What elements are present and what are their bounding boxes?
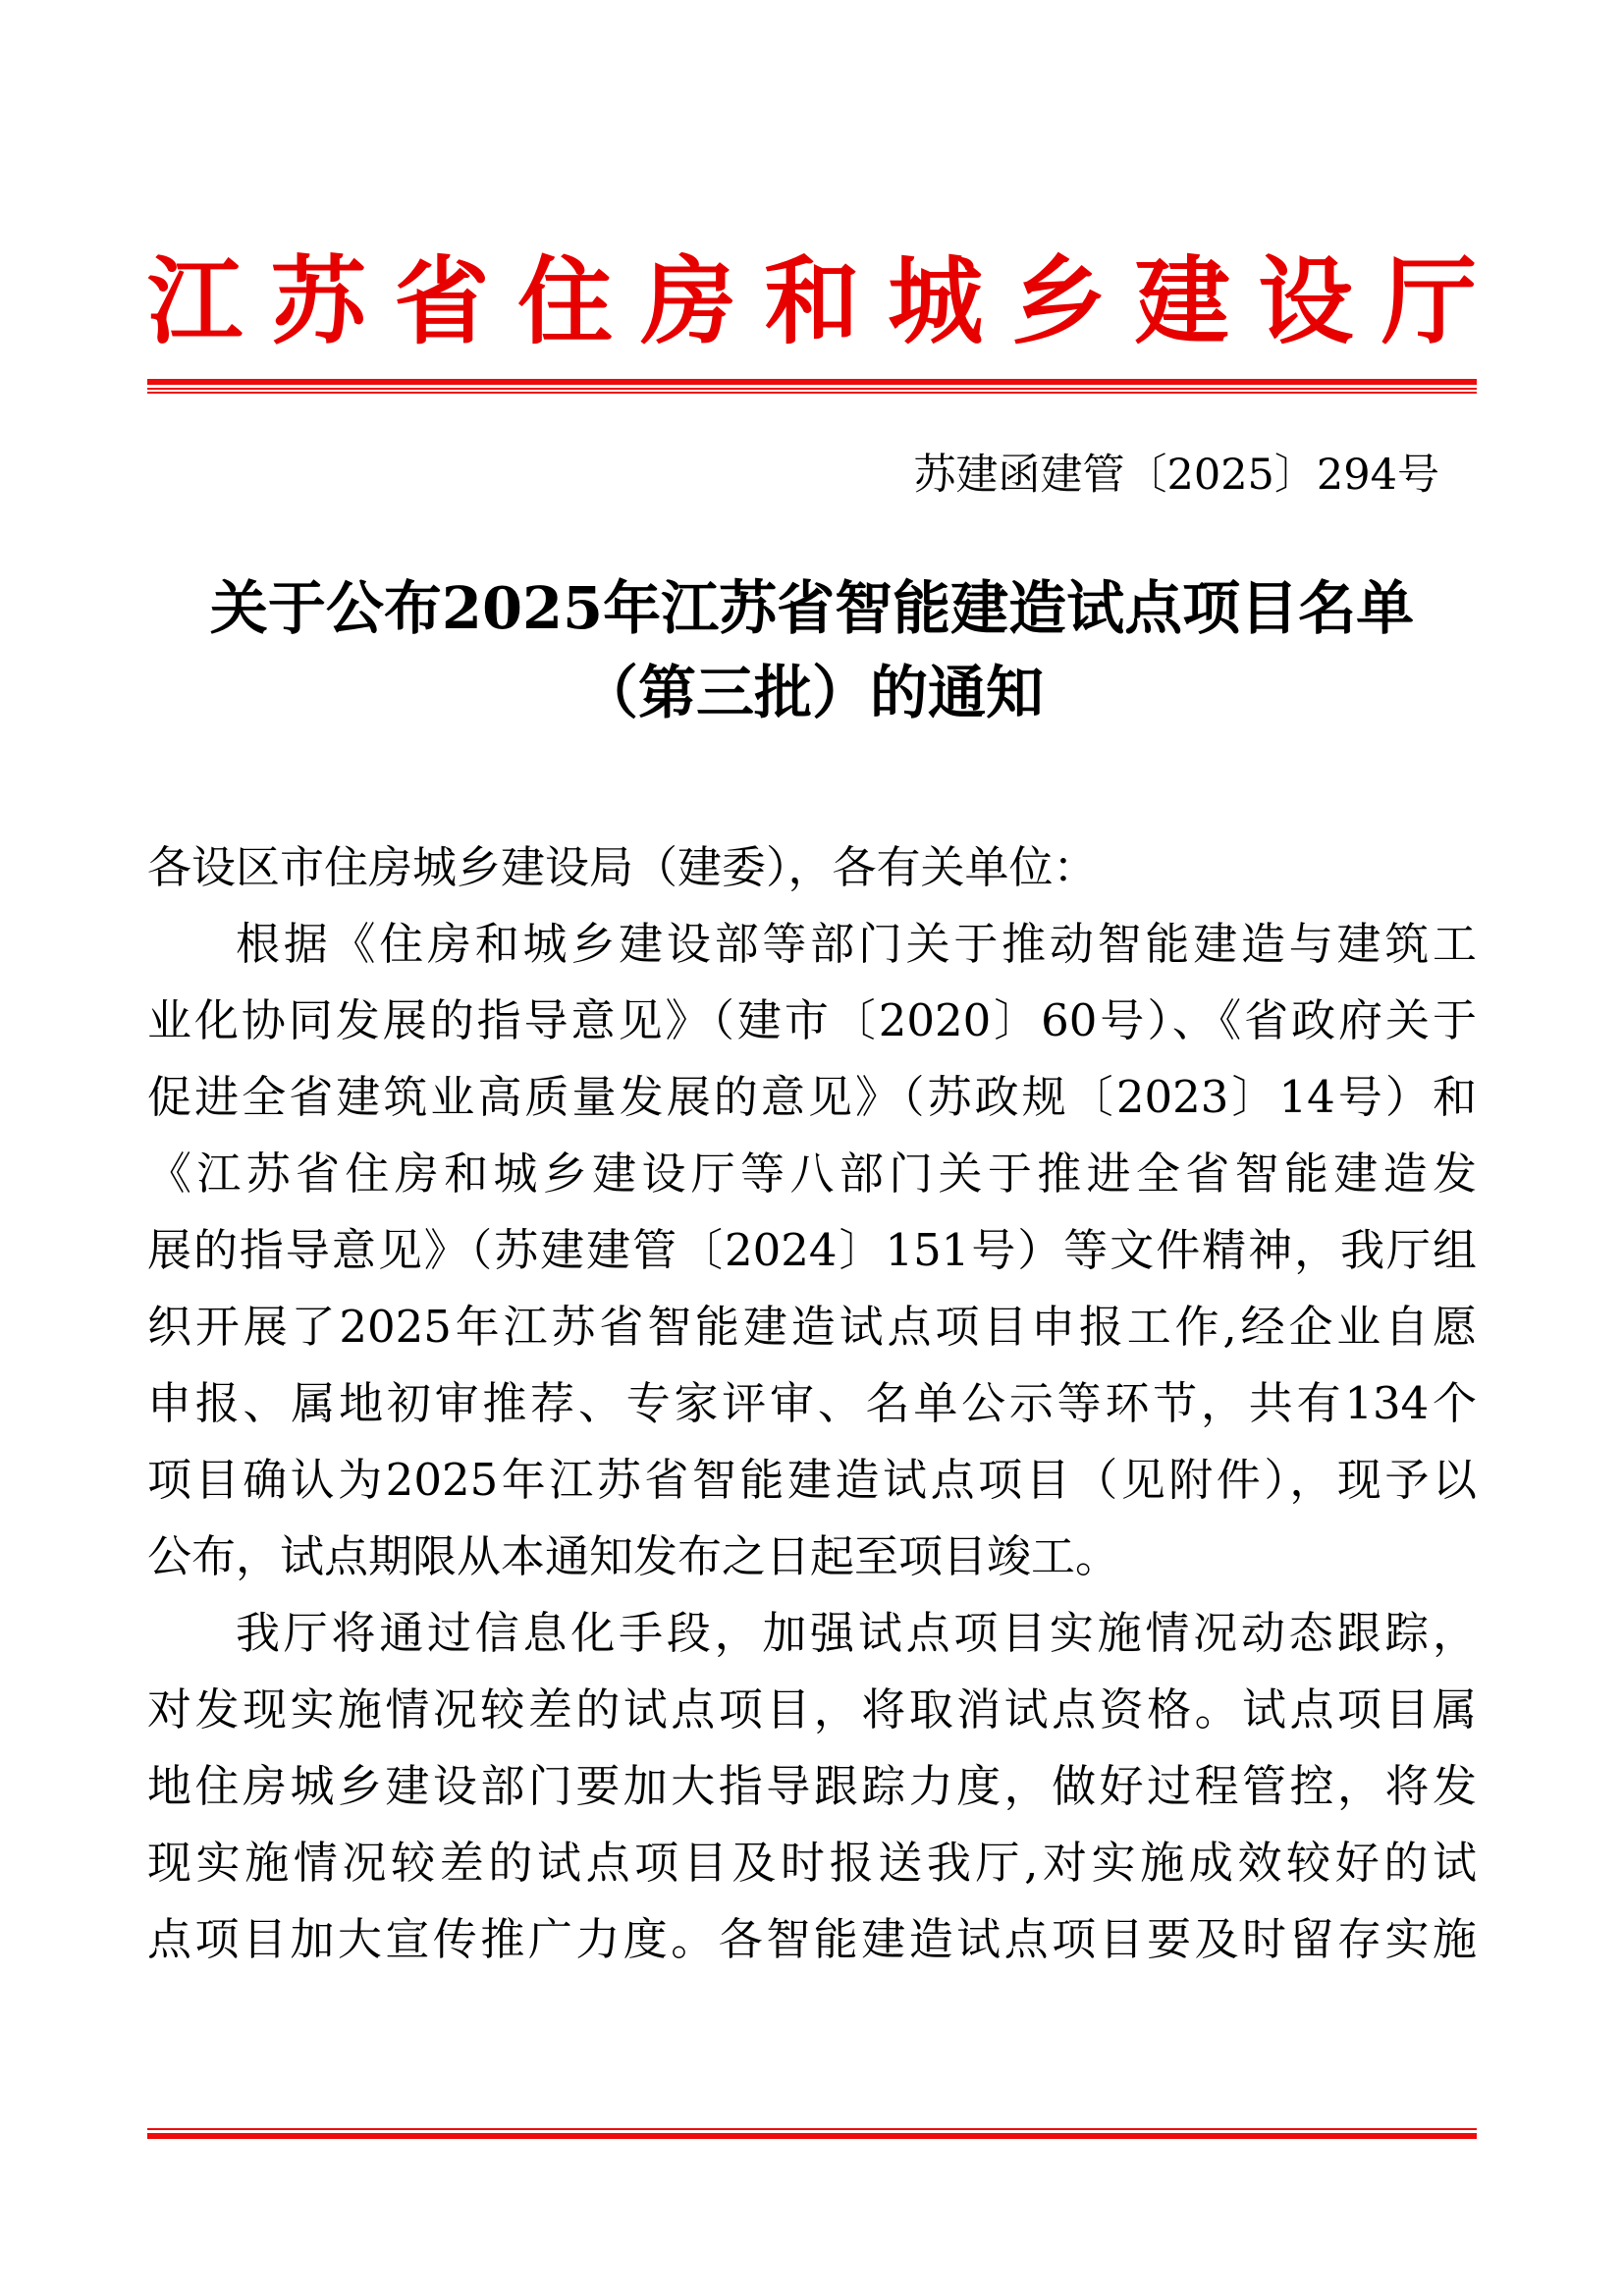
body-line: 公布，试点期限从本通知发布之日起至项目竣工。 (147, 1529, 1120, 1582)
body-line: 地住房城乡建设部门要加大指导跟踪力度，做好过程管控，将发 (147, 1759, 1477, 1812)
body-line: 促进全省建筑业高质量发展的意见》（苏政规〔2023〕14号）和 (147, 1070, 1477, 1123)
body-line: 各设区市住房城乡建设局（建委），各有关单位： (147, 840, 1098, 893)
body-line: 根据《住房和城乡建设部等部门关于推动智能建造与建筑工 (236, 917, 1477, 970)
body-line: 现实施情况较差的试点项目及时报送我厅,对实施成效较好的试 (147, 1836, 1477, 1889)
notice-body (147, 829, 1477, 1978)
divider-thick-bar (147, 2133, 1477, 2139)
body-line: 展的指导意见》（苏建建管〔2024〕151号）等文件精神，我厅组 (147, 1223, 1477, 1276)
body-line: 申报、属地初审推荐、专家评审、名单公示等环节，共有134个 (147, 1376, 1477, 1429)
notice-title (147, 566, 1477, 735)
body-line: 项目确认为2025年江苏省智能建造试点项目（见附件），现予以 (147, 1453, 1477, 1506)
body-line: 对发现实施情况较差的试点项目，将取消试点资格。试点项目属 (147, 1682, 1477, 1735)
agency-masthead: 江苏省住房和城乡建设厅 (147, 245, 1477, 357)
body-line: 业化协同发展的指导意见》（建市〔2020〕60号）、《省政府关于 (147, 993, 1477, 1046)
notice-title-line2: （第三批）的通知 (579, 658, 1044, 726)
red-divider-bottom (147, 2128, 1477, 2139)
body-line: 点项目加大宣传推广力度。各智能建造试点项目要及时留存实施 (147, 1912, 1477, 1965)
divider-thin-line (147, 392, 1477, 394)
notice-title-line1: 关于公布2025年江苏省智能建造试点项目名单 (209, 573, 1415, 642)
red-divider-top (147, 379, 1477, 394)
document-number: 苏建函建管〔2025〕294号 (913, 450, 1439, 500)
body-line: 织开展了2025年江苏省智能建造试点项目申报工作,经企业自愿 (147, 1300, 1477, 1353)
body-line: 我厅将通过信息化手段，加强试点项目实施情况动态跟踪， (236, 1606, 1477, 1659)
body-line: 《江苏省住房和城乡建设厅等八部门关于推进全省智能建造发 (147, 1147, 1477, 1200)
